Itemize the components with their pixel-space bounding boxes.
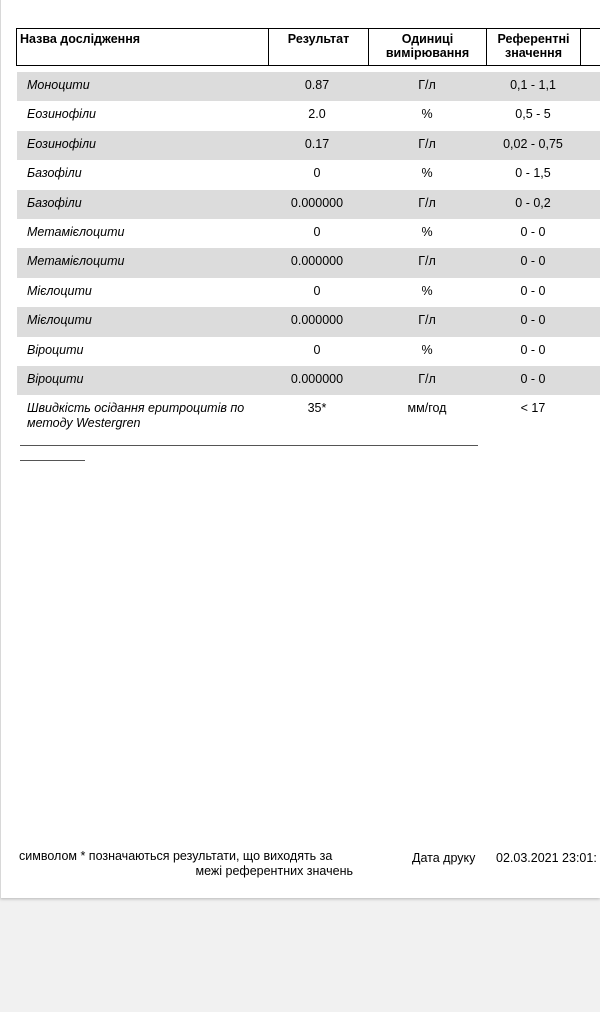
footnote <box>19 849 359 879</box>
test-result: 0.000000 <box>290 254 344 269</box>
test-reference: 0 - 1,5 <box>515 166 551 181</box>
test-unit: Г/л <box>418 254 436 269</box>
test-name: Базофіли <box>27 166 82 181</box>
test-unit: Г/л <box>418 195 436 210</box>
test-name: Базофіли <box>27 195 82 210</box>
test-name: Віроцити <box>27 371 84 386</box>
separator-line <box>20 445 478 446</box>
table-row <box>17 72 600 101</box>
test-unit: % <box>421 166 433 181</box>
test-unit: Г/л <box>418 136 436 151</box>
table-row <box>17 190 600 219</box>
test-name: Моноцити <box>27 78 90 92</box>
test-unit: % <box>421 342 433 357</box>
test-reference: 0,02 - 0,75 <box>503 136 563 151</box>
test-reference: 0 - 0 <box>520 283 546 298</box>
test-name: Метамієлоцити <box>27 224 125 239</box>
test-result: 0.000000 <box>290 313 344 328</box>
test-result: 0.000000 <box>290 195 344 210</box>
print-date-label: Дата друку <box>412 851 476 865</box>
page-edge <box>0 0 1 898</box>
test-reference: 0 - 0 <box>520 224 546 239</box>
test-name: Еозинофіли <box>27 107 96 122</box>
test-unit: Г/л <box>418 313 436 328</box>
test-name: Швидкість осідання еритроцитів по методу Westergren <box>27 401 245 431</box>
header-units: Одиниці вимірювання <box>369 29 487 65</box>
test-unit: % <box>421 283 433 298</box>
table-row <box>17 219 600 248</box>
table-row <box>17 307 600 336</box>
test-result: 0.17 <box>304 136 330 151</box>
test-reference: 0 - 0,2 <box>515 195 551 210</box>
test-result: 0.87 <box>304 78 330 92</box>
table-row <box>17 366 600 395</box>
table-row <box>17 160 600 189</box>
test-result: 0 <box>313 283 321 298</box>
test-reference: 0,1 - 1,1 <box>510 78 556 92</box>
test-unit: мм/год <box>407 401 447 416</box>
table-row <box>17 401 600 441</box>
test-reference: 0 - 0 <box>520 254 546 269</box>
test-reference: < 17 <box>520 401 546 416</box>
test-name: Мієлоцити <box>27 283 92 298</box>
header-name: Назва дослідження <box>17 29 269 65</box>
test-unit: % <box>421 107 433 122</box>
test-name: Віроцити <box>27 342 84 357</box>
test-result: 2.0 <box>308 107 326 122</box>
test-name: Метамієлоцити <box>27 254 125 269</box>
table-row <box>17 101 600 130</box>
test-unit: % <box>421 224 433 239</box>
test-name: Еозинофіли <box>27 136 96 151</box>
test-reference: 0 - 0 <box>520 371 546 386</box>
results-table <box>17 72 600 441</box>
test-reference: 0 - 0 <box>520 342 546 357</box>
table-row <box>17 248 600 277</box>
table-row <box>17 278 600 307</box>
test-result: 0 <box>313 224 321 239</box>
separator-line-short <box>20 460 85 461</box>
test-reference: 0 - 0 <box>520 313 546 328</box>
table-row <box>17 337 600 366</box>
test-reference: 0,5 - 5 <box>515 107 551 122</box>
header-extra <box>581 29 600 65</box>
table-row <box>17 131 600 160</box>
test-result: 0.000000 <box>290 371 344 386</box>
test-unit: Г/л <box>418 371 436 386</box>
header-reference: Референтні значення <box>487 29 581 65</box>
footnote-line-1: символом * позначаються результати, що виходять за <box>19 849 333 863</box>
test-name: Мієлоцити <box>27 313 92 328</box>
header-result: Результат <box>269 29 369 65</box>
table-header <box>16 28 600 66</box>
test-result: 35* <box>307 401 327 416</box>
test-result: 0 <box>313 166 321 181</box>
test-unit: Г/л <box>418 78 436 92</box>
footnote-line-2: межі референтних значень <box>195 864 353 878</box>
test-result: 0 <box>313 342 321 357</box>
print-date-value: 02.03.2021 23:01: <box>496 851 597 865</box>
